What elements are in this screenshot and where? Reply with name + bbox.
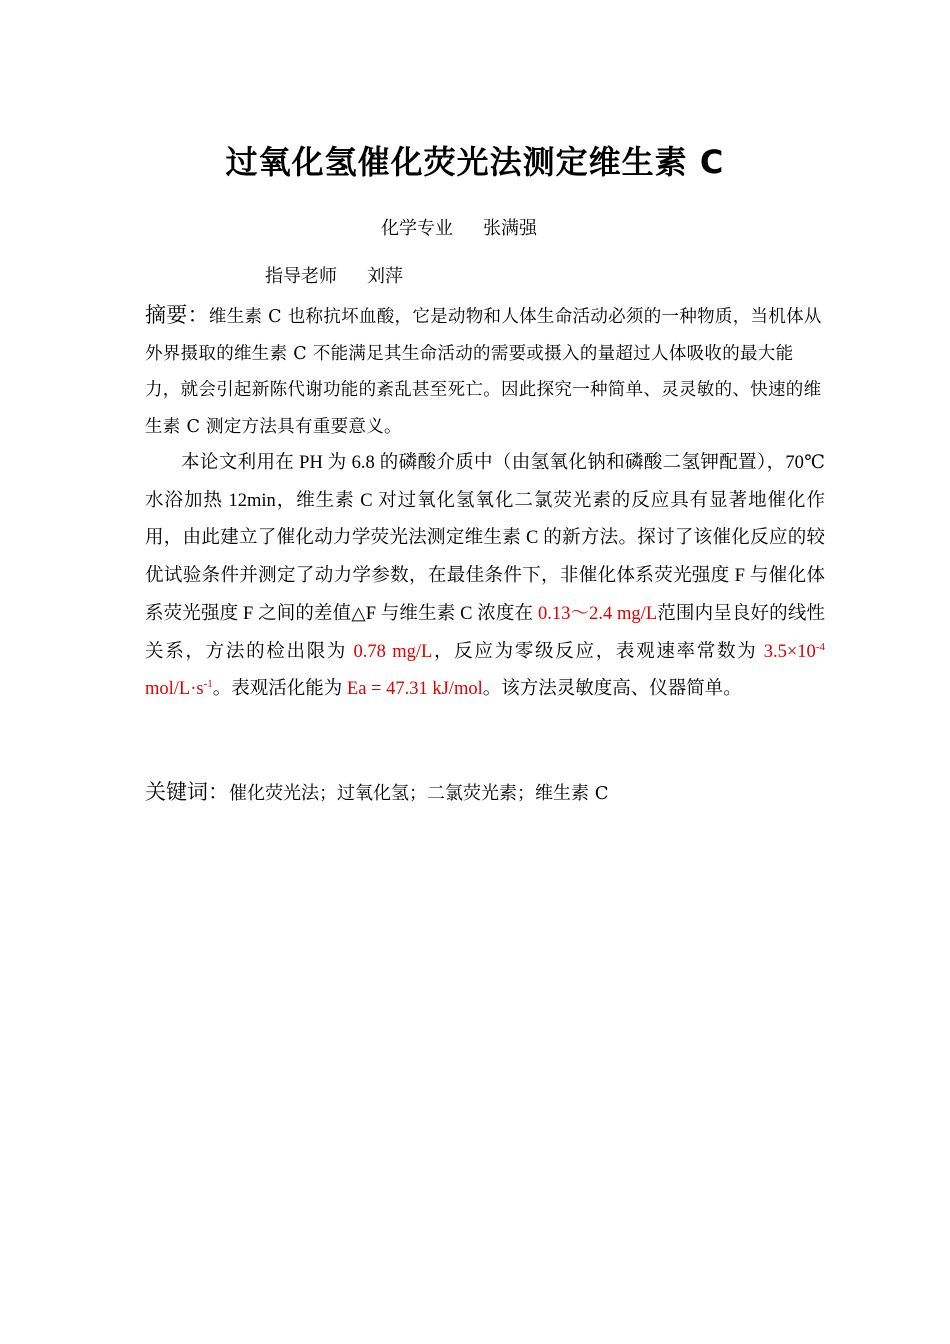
keywords-label: 关键词： [145,780,229,804]
advisor-name: 刘萍 [367,266,403,287]
major: 化学专业 [381,218,453,239]
abstract-text-2b: 范围内呈良好的线性关系，方法的检出限为 [145,603,825,662]
rate-exponent-1: -4 [815,640,825,653]
rate-base: 3.5×10 [763,641,816,662]
author-name: 张满强 [483,218,537,239]
abstract-text-2d: 。表观活化能为 [212,679,347,700]
advisor-label: 指导老师 [265,266,337,287]
rate-unit: mol/L·s [145,679,204,700]
advisor-line [265,263,403,291]
abstract-paragraph-1 [145,297,825,445]
keywords-list: 催化荧光法；过氧化氢；二氯荧光素；维生素 C [229,783,609,804]
abstract-text-1: 维生素 C 也称抗坏血酸，它是动物和人体生命活动必须的一种物质，当机体从外界摄取的维生素 C 不能满足其生命活动的需要或摄入的量超过人体吸收的最大能力，就会引起新陈代谢功能的紊乱甚至死亡。因此探究一种简单、灵灵敏的、快速的维生素 C 测定方法具有重要意义。 [145,307,822,437]
author-line [381,215,537,243]
rate-exponent-2: -1 [203,678,213,691]
activation-energy-value: Ea = 47.31 kJ/mol [346,679,483,700]
linear-range-value: 0.13～2.4 mg/L [537,603,658,624]
abstract-text-2a: 本论文利用在 PH 为 6.8 的磷酸介质中（由氢氧化钠和磷酸二氢钾配置），70℃水浴加热 12min，维生素 C 对过氧化氢氧化二氯荧光素的反应具有显著地催化作用，由此建立了催化动力学荧光法测定维生素 C 的新方法。探讨了该催化反应的较优试验条件并测定了动力学参数，在最佳条件下，非催化体系荧光强度 F 与催化体系荧光强度 F 之间的差值△F 与维生素 C 浓度在 [145,453,825,624]
abstract-section [145,297,825,709]
abstract-paragraph-2 [145,445,825,709]
paper-title: 过氧化氢催化荧光法测定维生素 C [225,143,725,181]
abstract-text-2e: 。该方法灵敏度高、仪器简单。 [482,679,742,700]
keywords-section [145,774,825,812]
abstract-label: 摘要： [145,303,209,327]
detection-limit-value: 0.78 mg/L [353,641,433,662]
abstract-text-2c: ，反应为零级反应，表观速率常数为 [432,641,764,662]
